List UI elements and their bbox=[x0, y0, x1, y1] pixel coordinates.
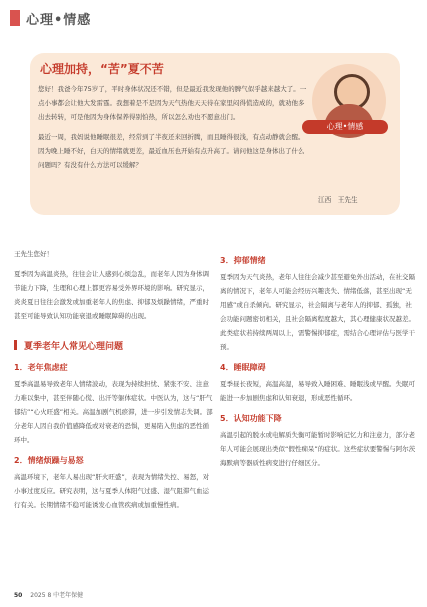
article-greeting: 王先生您好！ bbox=[14, 250, 53, 258]
letter-paragraph: 最近一周，我妈说他睡眠很差，经常到了半夜还来回折腾，而且睡得很浅，有点动静就会醒。因为晚上睡不好，白天的情绪就更差，最近血压也开始有点升高了。请问他这是身体出了什么问题吗？有没有什么方法可以缓解？ bbox=[38, 133, 305, 169]
section-label: 心理•情感 bbox=[26, 13, 92, 28]
item-text: 夏季因为天气炎热，老年人往往会减少甚至避免外出活动，在社交隔离的情况下，老年人可能会经历兴趣丧失、情绪低落，甚至出现“无用感”或自杀倾向。研究显示，社会隔离与老年人的抑郁、孤独，社会功能问题密切相关，且社会隔离程度越大，其心理健康状况越差。此类症状若持续两周以上，需警惕抑郁症，需结合心理评估与医学干预。 bbox=[220, 273, 415, 351]
item-heading: 3．抑郁情绪 bbox=[220, 256, 266, 265]
item-heading: 5．认知功能下降 bbox=[220, 414, 282, 423]
item-heading: 1．老年焦虑症 bbox=[14, 363, 68, 372]
item-heading: 4．睡眠障碍 bbox=[220, 363, 266, 372]
item-text: 夏季高温易导致老年人情绪波动，表现为持续担忧、紧张不安、注意力难以集中，甚至伴随心慌、出汗等躯体症状。中医认为，这与“肝气郁结”“心火旺盛”相关。高温加剧气机瘀滞，进一步引发情志失调。部分老年人因自我价值感降低或对衰老的恐惧，更易陷入焦虑的恶性循环中。 bbox=[14, 380, 213, 444]
item-text: 高温环境下，老年人易出现“肝火旺盛”，表现为情绪失控、易怒，对小事过度反应。研究表明，这与夏季人体阳气过盛、湿气阻滞气血运行有关。长期情绪不稳可能诱发心血管疾病或加重慢性病。 bbox=[14, 473, 210, 509]
section-marker bbox=[10, 10, 20, 26]
article-right-column bbox=[220, 247, 416, 476]
item-text: 夏季昼长夜短，高温高湿，易导致入睡困难、睡眠浅或早醒。失眠可能进一步加剧焦虑和认知衰退，形成恶性循环。 bbox=[220, 380, 415, 402]
page-footer bbox=[14, 590, 83, 599]
badge-label: 心理•情感 bbox=[302, 120, 388, 134]
item-text: 高温引起的脱水或电解质失衡可能暂时影响记忆力和注意力，部分老年人可能会展现出类似“假性痴呆”的症状。这些症状要警惕与阿尔茨海默病等器质性病变进行仔细区分。 bbox=[220, 431, 416, 467]
article-section-title: 夏季老年人常见心理问题 bbox=[14, 339, 214, 352]
page-number: 50 bbox=[14, 592, 23, 599]
magazine-name: 2025 8 中老年保健 bbox=[30, 592, 84, 599]
section-header bbox=[0, 0, 427, 30]
article-intro: 夏季因为高温炎热，往往会让人感到心烦急乱，而老年人因为身体调节能力下降，生理和心理上都更容易受外界环境的影响。研究显示，炎炎夏日往往会激发或加重老年人的焦虑、抑郁及烦躁情绪，严重时甚至可能导致认知功能衰退或睡眠障碍的出现。 bbox=[14, 270, 209, 320]
item-heading: 2．情绪烦躁与易怒 bbox=[14, 456, 84, 465]
letter-paragraph: 您好！我爸今年75岁了，平时身体状况还不错，但是最近我发现他的脾气似乎越来越大了。一点小事都会让他大发雷霆。我想着是不是因为天气热他天天待在家里闷得慌造成的，就劝他多出去转转，可是他因为身体保养得别怕热，所以怎么劝也不愿意出门。 bbox=[38, 85, 307, 121]
letter-body bbox=[38, 82, 308, 178]
letter-title: 心理加持，“苦”夏不苦 bbox=[40, 62, 164, 76]
article-left-column bbox=[14, 247, 214, 518]
letter-signature: 江西 王先生 bbox=[318, 196, 358, 204]
